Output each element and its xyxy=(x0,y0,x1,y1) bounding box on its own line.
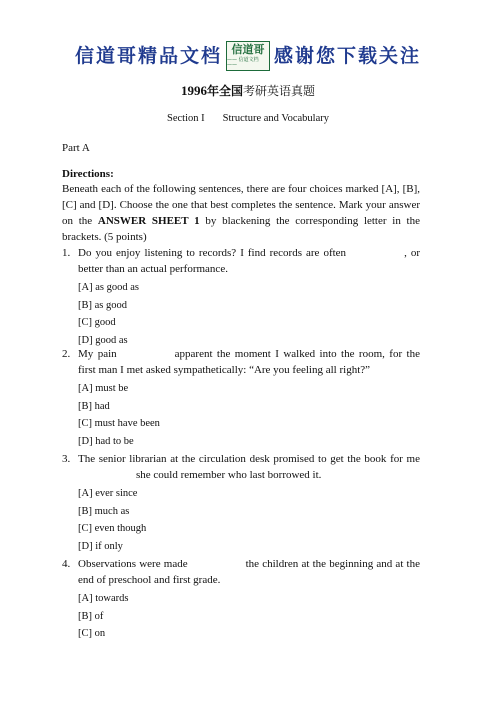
question-text-before: The senior librarian at the circulation desk promised to get the book for me xyxy=(78,453,420,465)
question-4 xyxy=(62,556,420,643)
option-c[interactable]: [C] good xyxy=(78,317,116,328)
logo-main-text: 信道哥 xyxy=(231,43,265,57)
option-b[interactable]: [B] had xyxy=(78,400,110,412)
section-heading xyxy=(0,113,496,124)
title-cjk-bold: 年全国 xyxy=(206,84,243,98)
question-text-before: Observations were made xyxy=(78,558,188,570)
question-text-after: apparent the moment I walked into the room, for the first man I met asked sympathetically: “Are you feeling all right?” xyxy=(78,348,420,376)
question-text xyxy=(78,346,420,378)
question-1 xyxy=(62,245,420,349)
option-a[interactable]: [A] must be xyxy=(78,383,129,394)
option-c[interactable]: [C] must have been xyxy=(78,418,160,429)
directions-text-after: by blackening the corresponding letter in the brackets. (5 points) xyxy=(62,215,420,243)
option-d[interactable]: [D] if only xyxy=(78,540,123,552)
section-number: Section I xyxy=(167,113,205,124)
option-c[interactable]: [C] even though xyxy=(78,523,147,534)
question-2 xyxy=(62,346,420,450)
brand-logo xyxy=(226,41,270,71)
question-text-before: My pain xyxy=(78,348,117,360)
question-text-before: Do you enjoy listening to records? I find records are often xyxy=(78,247,347,259)
banner-left-text: 信道哥精品文档 xyxy=(74,44,222,67)
title-cjk-rest: 考研英语真题 xyxy=(243,84,316,98)
title-year: 1996 xyxy=(180,83,207,98)
page-title xyxy=(0,82,496,99)
option-d[interactable]: [D] had to be xyxy=(78,435,134,447)
question-number: 2. xyxy=(62,348,71,360)
directions-heading: Directions: xyxy=(62,168,114,180)
option-b[interactable]: [B] of xyxy=(78,610,104,622)
answer-sheet-label: ANSWER SHEET 1 xyxy=(97,215,200,227)
question-text xyxy=(78,556,420,588)
question-number: 1. xyxy=(62,247,71,259)
option-b[interactable]: [B] much as xyxy=(78,505,130,517)
directions-text xyxy=(62,181,420,245)
question-3 xyxy=(62,451,420,555)
question-text xyxy=(78,451,420,483)
logo-sub-text: —— 信道文档 —— xyxy=(227,56,259,68)
option-a[interactable]: [A] towards xyxy=(78,593,129,604)
banner-right-text: 感谢您下载关注 xyxy=(274,44,422,67)
question-text-after: the children at the beginning and at the end of preschool and first grade. xyxy=(78,558,420,586)
question-number: 3. xyxy=(62,453,71,465)
directions-text-before: Beneath each of the following sentences, there are four choices marked [A], [B], [C] and [D]. Choose the one that best completes the sentence. Mark your answer on the xyxy=(62,183,420,227)
part-heading: Part A xyxy=(62,142,90,154)
option-a[interactable]: [A] as good as xyxy=(78,282,139,293)
option-b[interactable]: [B] as good xyxy=(78,299,127,311)
option-d[interactable]: [D] good as xyxy=(78,334,128,346)
header-banner xyxy=(0,38,496,74)
option-a[interactable]: [A] ever since xyxy=(78,488,138,499)
question-text xyxy=(78,245,420,277)
question-text-after: , or better than an actual performance. xyxy=(78,247,420,275)
question-text-after: she could remember who last borrowed it. xyxy=(136,469,322,481)
section-name: Structure and Vocabulary xyxy=(222,113,329,124)
question-number: 4. xyxy=(62,558,71,570)
option-c[interactable]: [C] on xyxy=(78,628,106,639)
